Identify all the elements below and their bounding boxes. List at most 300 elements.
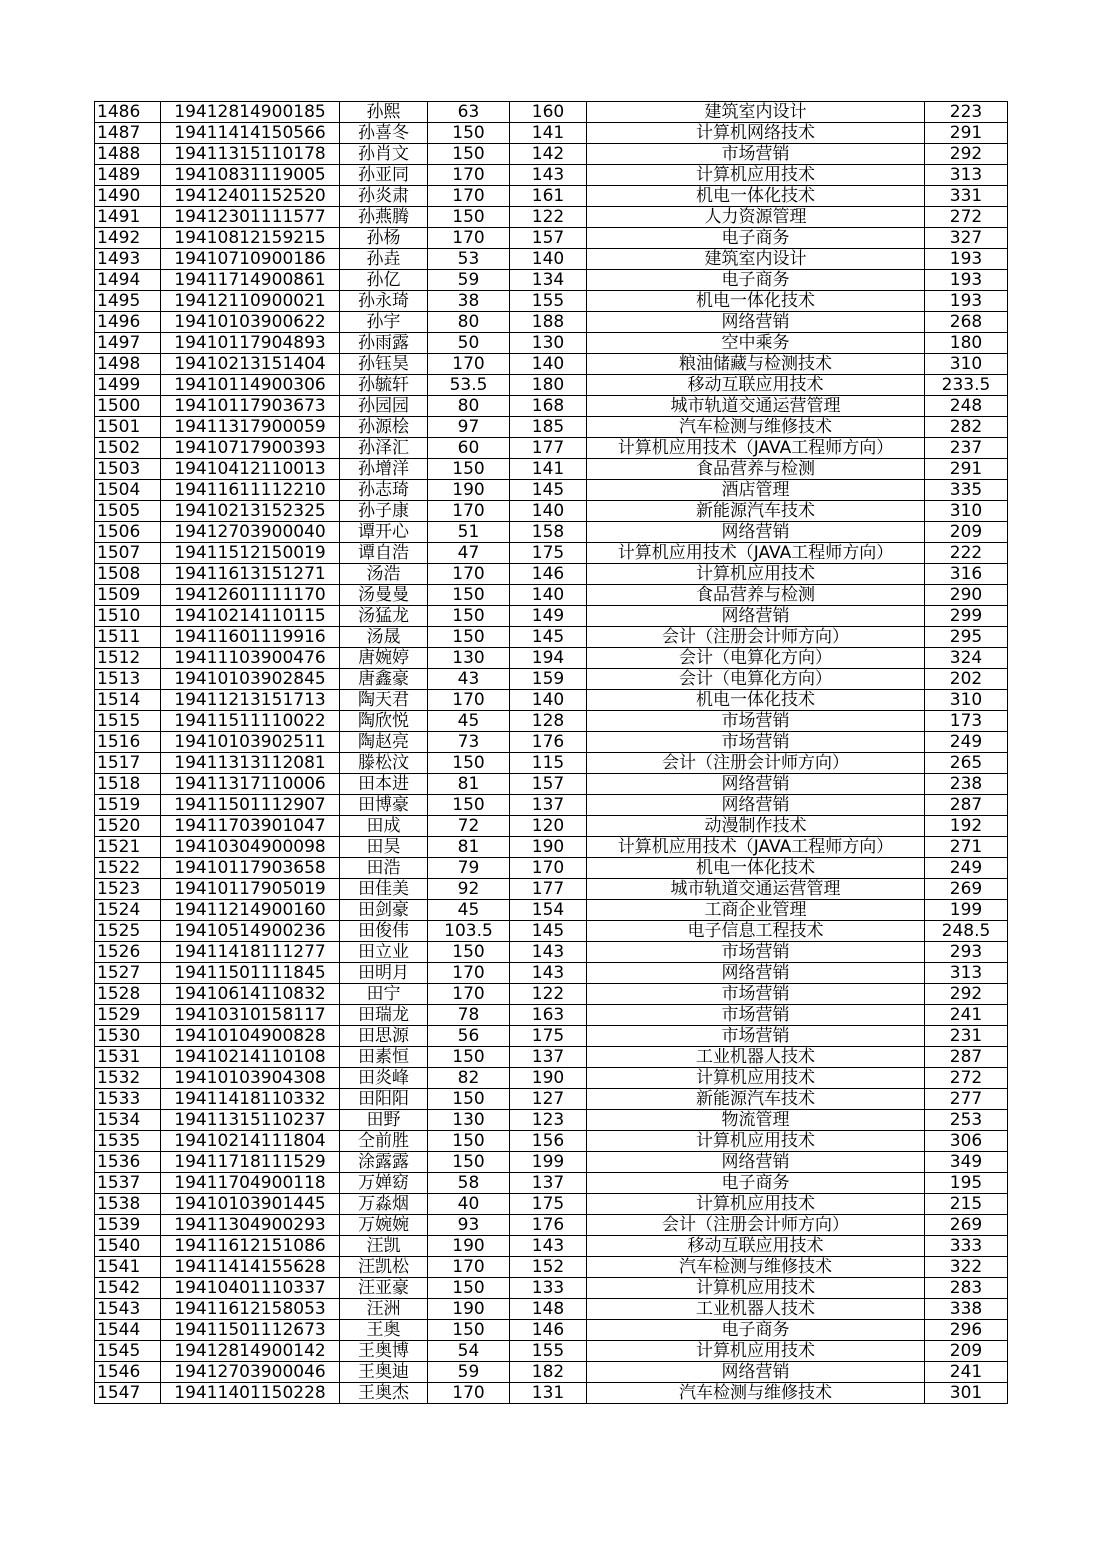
total-score-cell: 193 — [925, 249, 1008, 270]
major-cell: 汽车检测与维修技术 — [587, 1383, 925, 1404]
exam-id-cell: 19410103901445 — [161, 1194, 340, 1215]
table-row — [95, 1089, 1008, 1110]
score-b-cell: 146 — [510, 564, 587, 585]
exam-id-cell: 19411214900160 — [161, 900, 340, 921]
major-cell: 工业机器人技术 — [587, 1299, 925, 1320]
row-number-cell: 1502 — [95, 438, 161, 459]
row-number-cell: 1520 — [95, 816, 161, 837]
score-b-cell: 131 — [510, 1383, 587, 1404]
student-name-cell: 田俊伟 — [340, 921, 428, 942]
major-cell: 计算机应用技术 — [587, 1131, 925, 1152]
total-score-cell: 322 — [925, 1257, 1008, 1278]
row-number-cell: 1532 — [95, 1068, 161, 1089]
row-number-cell: 1524 — [95, 900, 161, 921]
major-cell: 网络营销 — [587, 606, 925, 627]
exam-id-cell: 19411501112907 — [161, 795, 340, 816]
score-a-cell: 63 — [428, 102, 510, 123]
score-b-cell: 143 — [510, 942, 587, 963]
score-b-cell: 154 — [510, 900, 587, 921]
student-name-cell: 田博豪 — [340, 795, 428, 816]
total-score-cell: 180 — [925, 333, 1008, 354]
score-b-cell: 160 — [510, 102, 587, 123]
student-name-cell: 田佳美 — [340, 879, 428, 900]
total-score-cell: 310 — [925, 690, 1008, 711]
table-row — [95, 102, 1008, 123]
score-a-cell: 81 — [428, 774, 510, 795]
major-cell: 计算机应用技术 — [587, 1068, 925, 1089]
student-name-cell: 孙源桧 — [340, 417, 428, 438]
major-cell: 市场营销 — [587, 732, 925, 753]
score-b-cell: 157 — [510, 774, 587, 795]
score-a-cell: 170 — [428, 690, 510, 711]
table-row — [95, 963, 1008, 984]
student-name-cell: 孙肖文 — [340, 144, 428, 165]
table-row — [95, 1047, 1008, 1068]
row-number-cell: 1493 — [95, 249, 161, 270]
row-number-cell: 1505 — [95, 501, 161, 522]
exam-id-cell: 19411418110332 — [161, 1089, 340, 1110]
major-cell: 粮油储藏与检测技术 — [587, 354, 925, 375]
total-score-cell: 269 — [925, 879, 1008, 900]
table-row — [95, 837, 1008, 858]
score-b-cell: 122 — [510, 984, 587, 1005]
table-row — [95, 123, 1008, 144]
major-cell: 城市轨道交通运营管理 — [587, 879, 925, 900]
table-row — [95, 1299, 1008, 1320]
major-cell: 城市轨道交通运营管理 — [587, 396, 925, 417]
total-score-cell: 265 — [925, 753, 1008, 774]
exam-id-cell: 19410214110108 — [161, 1047, 340, 1068]
score-b-cell: 137 — [510, 1173, 587, 1194]
exam-id-cell: 19410614110832 — [161, 984, 340, 1005]
score-table — [94, 101, 1008, 1404]
exam-id-cell: 19410514900236 — [161, 921, 340, 942]
student-name-cell: 孙炎肃 — [340, 186, 428, 207]
student-name-cell: 田本进 — [340, 774, 428, 795]
major-cell: 人力资源管理 — [587, 207, 925, 228]
row-number-cell: 1511 — [95, 627, 161, 648]
row-number-cell: 1499 — [95, 375, 161, 396]
major-cell: 建筑室内设计 — [587, 102, 925, 123]
score-b-cell: 140 — [510, 501, 587, 522]
major-cell: 机电一体化技术 — [587, 291, 925, 312]
exam-id-cell: 19412703900046 — [161, 1362, 340, 1383]
score-a-cell: 93 — [428, 1215, 510, 1236]
exam-id-cell: 19411317900059 — [161, 417, 340, 438]
row-number-cell: 1486 — [95, 102, 161, 123]
score-b-cell: 141 — [510, 123, 587, 144]
table-row — [95, 375, 1008, 396]
total-score-cell: 287 — [925, 795, 1008, 816]
score-b-cell: 134 — [510, 270, 587, 291]
table-row — [95, 270, 1008, 291]
table-row — [95, 1026, 1008, 1047]
table-row — [95, 1383, 1008, 1404]
major-cell: 市场营销 — [587, 942, 925, 963]
total-score-cell: 193 — [925, 270, 1008, 291]
major-cell: 电子信息工程技术 — [587, 921, 925, 942]
score-b-cell: 145 — [510, 921, 587, 942]
score-a-cell: 150 — [428, 795, 510, 816]
total-score-cell: 249 — [925, 732, 1008, 753]
student-name-cell: 田宁 — [340, 984, 428, 1005]
student-name-cell: 孙毓轩 — [340, 375, 428, 396]
student-name-cell: 田立业 — [340, 942, 428, 963]
score-b-cell: 180 — [510, 375, 587, 396]
score-b-cell: 120 — [510, 816, 587, 837]
score-b-cell: 140 — [510, 585, 587, 606]
total-score-cell: 193 — [925, 291, 1008, 312]
score-a-cell: 150 — [428, 459, 510, 480]
major-cell: 市场营销 — [587, 711, 925, 732]
score-b-cell: 177 — [510, 879, 587, 900]
student-name-cell: 王奥迪 — [340, 1362, 428, 1383]
major-cell: 移动互联应用技术 — [587, 375, 925, 396]
student-name-cell: 田浩 — [340, 858, 428, 879]
total-score-cell: 248 — [925, 396, 1008, 417]
score-b-cell: 140 — [510, 690, 587, 711]
score-b-cell: 199 — [510, 1152, 587, 1173]
exam-id-cell: 19411418111277 — [161, 942, 340, 963]
student-name-cell: 孙钰昊 — [340, 354, 428, 375]
exam-id-cell: 19412401152520 — [161, 186, 340, 207]
major-cell: 计算机应用技术 — [587, 1278, 925, 1299]
total-score-cell: 333 — [925, 1236, 1008, 1257]
score-a-cell: 79 — [428, 858, 510, 879]
major-cell: 电子商务 — [587, 270, 925, 291]
table-row — [95, 417, 1008, 438]
row-number-cell: 1506 — [95, 522, 161, 543]
total-score-cell: 283 — [925, 1278, 1008, 1299]
exam-id-cell: 19410117903673 — [161, 396, 340, 417]
row-number-cell: 1533 — [95, 1089, 161, 1110]
score-a-cell: 150 — [428, 753, 510, 774]
row-number-cell: 1541 — [95, 1257, 161, 1278]
row-number-cell: 1496 — [95, 312, 161, 333]
exam-id-cell: 19411714900861 — [161, 270, 340, 291]
major-cell: 会计（电算化方向） — [587, 669, 925, 690]
major-cell: 空中乘务 — [587, 333, 925, 354]
score-b-cell: 145 — [510, 480, 587, 501]
student-name-cell: 唐婉婷 — [340, 648, 428, 669]
row-number-cell: 1490 — [95, 186, 161, 207]
total-score-cell: 277 — [925, 1089, 1008, 1110]
total-score-cell: 293 — [925, 942, 1008, 963]
total-score-cell: 253 — [925, 1110, 1008, 1131]
score-b-cell: 190 — [510, 837, 587, 858]
student-name-cell: 万婉婉 — [340, 1215, 428, 1236]
row-number-cell: 1500 — [95, 396, 161, 417]
total-score-cell: 269 — [925, 1215, 1008, 1236]
table-row — [95, 711, 1008, 732]
student-name-cell: 陶赵亮 — [340, 732, 428, 753]
row-number-cell: 1543 — [95, 1299, 161, 1320]
exam-id-cell: 19410103900622 — [161, 312, 340, 333]
score-a-cell: 190 — [428, 1236, 510, 1257]
student-name-cell: 田素恒 — [340, 1047, 428, 1068]
student-name-cell: 汪洲 — [340, 1299, 428, 1320]
exam-id-cell: 19411213151713 — [161, 690, 340, 711]
table-row — [95, 816, 1008, 837]
total-score-cell: 223 — [925, 102, 1008, 123]
exam-id-cell: 19410717900393 — [161, 438, 340, 459]
table-row — [95, 144, 1008, 165]
total-score-cell: 199 — [925, 900, 1008, 921]
score-a-cell: 130 — [428, 648, 510, 669]
major-cell: 汽车检测与维修技术 — [587, 1257, 925, 1278]
score-a-cell: 56 — [428, 1026, 510, 1047]
score-b-cell: 146 — [510, 1320, 587, 1341]
total-score-cell: 173 — [925, 711, 1008, 732]
row-number-cell: 1512 — [95, 648, 161, 669]
score-a-cell: 51 — [428, 522, 510, 543]
total-score-cell: 310 — [925, 354, 1008, 375]
score-a-cell: 150 — [428, 1152, 510, 1173]
row-number-cell: 1544 — [95, 1320, 161, 1341]
student-name-cell: 孙喜冬 — [340, 123, 428, 144]
major-cell: 计算机应用技术（JAVA工程师方向） — [587, 837, 925, 858]
exam-id-cell: 19411501111845 — [161, 963, 340, 984]
table-row — [95, 501, 1008, 522]
table-row — [95, 1236, 1008, 1257]
student-name-cell: 唐鑫豪 — [340, 669, 428, 690]
row-number-cell: 1531 — [95, 1047, 161, 1068]
total-score-cell: 316 — [925, 564, 1008, 585]
score-a-cell: 59 — [428, 270, 510, 291]
exam-id-cell: 19410214110115 — [161, 606, 340, 627]
score-b-cell: 143 — [510, 1236, 587, 1257]
score-a-cell: 80 — [428, 312, 510, 333]
row-number-cell: 1516 — [95, 732, 161, 753]
exam-id-cell: 19410117903658 — [161, 858, 340, 879]
major-cell: 电子商务 — [587, 228, 925, 249]
student-name-cell: 汪凯松 — [340, 1257, 428, 1278]
row-number-cell: 1510 — [95, 606, 161, 627]
score-b-cell: 175 — [510, 543, 587, 564]
student-name-cell: 谭自浩 — [340, 543, 428, 564]
student-name-cell: 田思源 — [340, 1026, 428, 1047]
exam-id-cell: 19411317110006 — [161, 774, 340, 795]
score-b-cell: 163 — [510, 1005, 587, 1026]
score-a-cell: 97 — [428, 417, 510, 438]
student-name-cell: 孙燕腾 — [340, 207, 428, 228]
table-row — [95, 1005, 1008, 1026]
student-name-cell: 孙雨露 — [340, 333, 428, 354]
row-number-cell: 1518 — [95, 774, 161, 795]
table-row — [95, 228, 1008, 249]
total-score-cell: 301 — [925, 1383, 1008, 1404]
major-cell: 物流管理 — [587, 1110, 925, 1131]
total-score-cell: 327 — [925, 228, 1008, 249]
major-cell: 计算机应用技术 — [587, 564, 925, 585]
student-name-cell: 孙园园 — [340, 396, 428, 417]
exam-id-cell: 19410114900306 — [161, 375, 340, 396]
major-cell: 汽车检测与维修技术 — [587, 417, 925, 438]
score-b-cell: 155 — [510, 291, 587, 312]
student-name-cell: 孙永琦 — [340, 291, 428, 312]
total-score-cell: 290 — [925, 585, 1008, 606]
row-number-cell: 1530 — [95, 1026, 161, 1047]
row-number-cell: 1504 — [95, 480, 161, 501]
major-cell: 机电一体化技术 — [587, 186, 925, 207]
total-score-cell: 238 — [925, 774, 1008, 795]
score-a-cell: 150 — [428, 1089, 510, 1110]
total-score-cell: 233.5 — [925, 375, 1008, 396]
row-number-cell: 1539 — [95, 1215, 161, 1236]
total-score-cell: 215 — [925, 1194, 1008, 1215]
table-row — [95, 207, 1008, 228]
row-number-cell: 1525 — [95, 921, 161, 942]
exam-id-cell: 19411414155628 — [161, 1257, 340, 1278]
table-row — [95, 585, 1008, 606]
total-score-cell: 324 — [925, 648, 1008, 669]
total-score-cell: 241 — [925, 1005, 1008, 1026]
total-score-cell: 349 — [925, 1152, 1008, 1173]
score-a-cell: 150 — [428, 942, 510, 963]
table-row — [95, 543, 1008, 564]
row-number-cell: 1546 — [95, 1362, 161, 1383]
row-number-cell: 1540 — [95, 1236, 161, 1257]
major-cell: 计算机应用技术（JAVA工程师方向） — [587, 438, 925, 459]
table-row — [95, 459, 1008, 480]
score-a-cell: 73 — [428, 732, 510, 753]
exam-id-cell: 19410104900828 — [161, 1026, 340, 1047]
score-a-cell: 92 — [428, 879, 510, 900]
total-score-cell: 313 — [925, 165, 1008, 186]
major-cell: 机电一体化技术 — [587, 858, 925, 879]
row-number-cell: 1542 — [95, 1278, 161, 1299]
exam-id-cell: 19410412110013 — [161, 459, 340, 480]
score-b-cell: 159 — [510, 669, 587, 690]
score-b-cell: 115 — [510, 753, 587, 774]
exam-id-cell: 19411704900118 — [161, 1173, 340, 1194]
row-number-cell: 1488 — [95, 144, 161, 165]
student-name-cell: 涂露露 — [340, 1152, 428, 1173]
score-a-cell: 78 — [428, 1005, 510, 1026]
row-number-cell: 1536 — [95, 1152, 161, 1173]
major-cell: 计算机应用技术 — [587, 165, 925, 186]
major-cell: 市场营销 — [587, 1005, 925, 1026]
student-name-cell: 王奥博 — [340, 1341, 428, 1362]
exam-id-cell: 19411703901047 — [161, 816, 340, 837]
major-cell: 网络营销 — [587, 312, 925, 333]
major-cell: 市场营销 — [587, 144, 925, 165]
score-a-cell: 190 — [428, 480, 510, 501]
student-name-cell: 陶天君 — [340, 690, 428, 711]
row-number-cell: 1507 — [95, 543, 161, 564]
score-b-cell: 152 — [510, 1257, 587, 1278]
score-b-cell: 128 — [510, 711, 587, 732]
table-row — [95, 1278, 1008, 1299]
table-row — [95, 1320, 1008, 1341]
exam-id-cell: 19410117904893 — [161, 333, 340, 354]
total-score-cell: 306 — [925, 1131, 1008, 1152]
student-name-cell: 汤曼曼 — [340, 585, 428, 606]
row-number-cell: 1514 — [95, 690, 161, 711]
major-cell: 网络营销 — [587, 1362, 925, 1383]
total-score-cell: 338 — [925, 1299, 1008, 1320]
row-number-cell: 1494 — [95, 270, 161, 291]
total-score-cell: 292 — [925, 984, 1008, 1005]
table-row — [95, 921, 1008, 942]
student-name-cell: 孙子康 — [340, 501, 428, 522]
exam-id-cell: 19410710900186 — [161, 249, 340, 270]
table-row — [95, 900, 1008, 921]
score-a-cell: 80 — [428, 396, 510, 417]
table-row — [95, 606, 1008, 627]
total-score-cell: 231 — [925, 1026, 1008, 1047]
row-number-cell: 1503 — [95, 459, 161, 480]
score-a-cell: 130 — [428, 1110, 510, 1131]
table-row — [95, 1068, 1008, 1089]
exam-id-cell: 19411315110237 — [161, 1110, 340, 1131]
student-name-cell: 田炎峰 — [340, 1068, 428, 1089]
score-a-cell: 150 — [428, 606, 510, 627]
table-row — [95, 1362, 1008, 1383]
score-a-cell: 150 — [428, 585, 510, 606]
score-b-cell: 158 — [510, 522, 587, 543]
score-b-cell: 123 — [510, 1110, 587, 1131]
major-cell: 食品营养与检测 — [587, 585, 925, 606]
score-a-cell: 170 — [428, 963, 510, 984]
exam-id-cell: 19411501112673 — [161, 1320, 340, 1341]
student-name-cell: 田瑞龙 — [340, 1005, 428, 1026]
student-name-cell: 汪凯 — [340, 1236, 428, 1257]
table-row — [95, 627, 1008, 648]
student-name-cell: 田明月 — [340, 963, 428, 984]
table-row — [95, 1173, 1008, 1194]
total-score-cell: 271 — [925, 837, 1008, 858]
major-cell: 网络营销 — [587, 963, 925, 984]
student-name-cell: 孙宇 — [340, 312, 428, 333]
table-row — [95, 438, 1008, 459]
row-number-cell: 1538 — [95, 1194, 161, 1215]
table-row — [95, 333, 1008, 354]
major-cell: 网络营销 — [587, 795, 925, 816]
exam-id-cell: 19411612158053 — [161, 1299, 340, 1320]
table-row — [95, 1194, 1008, 1215]
exam-id-cell: 19410310158117 — [161, 1005, 340, 1026]
student-name-cell: 陶欣悦 — [340, 711, 428, 732]
row-number-cell: 1526 — [95, 942, 161, 963]
total-score-cell: 272 — [925, 1068, 1008, 1089]
exam-id-cell: 19412601111170 — [161, 585, 340, 606]
score-a-cell: 53 — [428, 249, 510, 270]
score-b-cell: 127 — [510, 1089, 587, 1110]
student-name-cell: 滕松汶 — [340, 753, 428, 774]
table-row — [95, 774, 1008, 795]
table-body — [95, 102, 1008, 1404]
exam-id-cell: 19411103900476 — [161, 648, 340, 669]
row-number-cell: 1528 — [95, 984, 161, 1005]
major-cell: 会计（注册会计师方向） — [587, 627, 925, 648]
score-b-cell: 143 — [510, 165, 587, 186]
major-cell: 会计（电算化方向） — [587, 648, 925, 669]
score-a-cell: 150 — [428, 144, 510, 165]
exam-id-cell: 19410103902845 — [161, 669, 340, 690]
row-number-cell: 1492 — [95, 228, 161, 249]
major-cell: 计算机应用技术 — [587, 1341, 925, 1362]
row-number-cell: 1545 — [95, 1341, 161, 1362]
score-b-cell: 133 — [510, 1278, 587, 1299]
student-name-cell: 王奥 — [340, 1320, 428, 1341]
row-number-cell: 1515 — [95, 711, 161, 732]
exam-id-cell: 19410304900098 — [161, 837, 340, 858]
student-name-cell: 田野 — [340, 1110, 428, 1131]
total-score-cell: 272 — [925, 207, 1008, 228]
student-name-cell: 仝前胜 — [340, 1131, 428, 1152]
score-b-cell: 176 — [510, 1215, 587, 1236]
